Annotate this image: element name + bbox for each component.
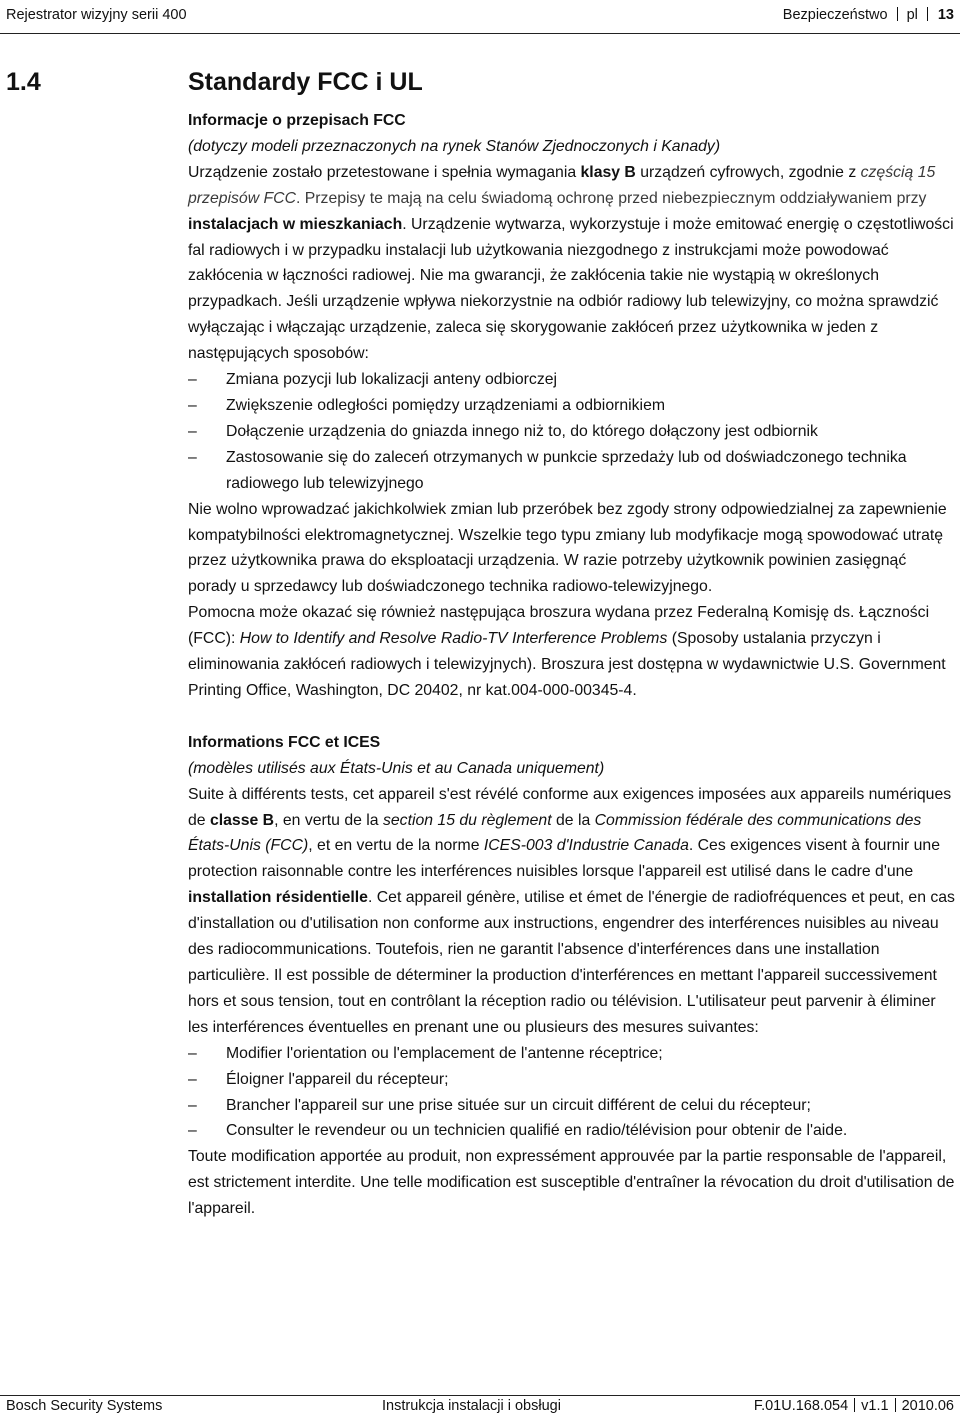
fr-subtitle: (modèles utilisés aux États-Unis et au Canada uniquement)	[188, 759, 605, 777]
list-item: – Modifier l'orientation ou l'emplacement de l'antenne réceptrice;	[188, 1041, 956, 1067]
pl-heading: Informacje o przepisach FCC	[188, 112, 406, 129]
section-title-text: Standardy FCC i UL	[188, 68, 423, 96]
pl-subtitle: (dotyczy modeli przeznaczonych na rynek Stanów Zjednoczonych i Kanady)	[188, 137, 721, 155]
list-dash: –	[188, 1122, 197, 1140]
fr-paragraph-1: Suite à différents tests, cet appareil s'est révélé conforme aux exigences imposées aux appareils numériques de classe B, en vertu de la section 15 du règlement de la Commission fédérale des communications des États-Unis (FCC), et en vertu de la norme ICES-003 d'Industrie Canada. Ces exigences visent à fournir une protection raisonnable contre les interférences nuisibles lorsque l'appareil est utilisé dans le cadre d'une installation résidentielle. Cet appareil génère, utilise et émet de l'énergie de radiofréquences et peut, en cas d'installation ou d'utilisation non conforme aux instructions, engendrer des interférences nuisibles au niveau des radiocommunications. Toutefois, rien ne garantit l'absence d'interférences dans une installation particulière. Il est possible de déterminer la production d'interférences en mettant l'appareil successivement hors et sous tension, tout en contrôlant la réception radio ou télévision. L'utilisateur peut parvenir à éliminer les interférences éventuelles en prenant une ou plusieurs des mesures suivantes:	[188, 785, 955, 1036]
footer-doc-info	[754, 1398, 954, 1414]
list-item: – Brancher l'appareil sur une prise située sur un circuit différent de celui du récepteur;	[188, 1093, 956, 1119]
header-divider	[927, 7, 928, 21]
header-document-title: Rejestrator wizyjny serii 400	[6, 7, 187, 23]
header-divider	[897, 7, 898, 21]
header-language: pl	[906, 7, 918, 23]
footer-company: Bosch Security Systems	[6, 1398, 163, 1414]
list-item: – Dołączenie urządzenia do gniazda innego niż to, do którego dołączony jest odbiornik	[188, 419, 956, 445]
fr-measures-list	[188, 1041, 956, 1145]
pl-measures-list	[188, 367, 956, 497]
list-dash: –	[188, 448, 197, 466]
pl-paragraph-2: Nie wolno wprowadzać jakichkolwiek zmian lub przeróbek bez zgody strony odpowiedzialnej za zapewnienie kompatybilności elektromagnetycznej. Wszelkie tego typu zmiany lub modyfikacje mogą spowodować utratę przez użytkownika prawa do eksploatacji urządzenia. W razie potrzeby użytkownik powinien zasięgnąć porady u sprzedawcy lub doświadczonego technika radiowo-telewizyjnego.	[188, 500, 947, 596]
list-item: – Éloigner l'appareil du récepteur;	[188, 1067, 956, 1093]
footer-rule	[0, 1395, 960, 1396]
list-dash: –	[188, 1044, 197, 1062]
list-dash: –	[188, 422, 197, 440]
footer-manual-title: Instrukcja instalacji i obsługi	[382, 1398, 561, 1414]
footer-divider	[895, 1398, 896, 1412]
page-footer	[6, 1398, 954, 1416]
footer-date: 2010.06	[901, 1398, 954, 1414]
list-dash: –	[188, 371, 197, 389]
header-section-name: Bezpieczeństwo	[782, 7, 888, 23]
list-item: – Zmiana pozycji lub lokalizacji anteny odbiorczej	[188, 367, 956, 393]
list-dash: –	[188, 1070, 197, 1088]
header-right	[783, 7, 954, 23]
section-title	[6, 65, 956, 99]
section-gap	[188, 704, 956, 730]
section-number: 1.4	[6, 68, 41, 96]
footer-version: v1.1	[861, 1398, 889, 1414]
fr-paragraph-2: Toute modification apportée au produit, non expressément approuvée par la partie responsable de l'appareil, est strictement interdite. Une telle modification est susceptible d'entraîner la révocation du droit d'utilisation de l'appareil.	[188, 1148, 955, 1218]
footer-divider	[854, 1398, 855, 1412]
fr-heading: Informations FCC et ICES	[188, 733, 381, 751]
list-item: – Consulter le revendeur ou un technicien qualifié en radio/télévision pour obtenir de l'aide.	[188, 1118, 956, 1144]
list-dash: –	[188, 1096, 197, 1114]
page-number: 13	[937, 7, 954, 23]
pl-paragraph-1: Urządzenie zostało przetestowane i spełnia wymagania klasy B urządzeń cyfrowych, zgodnie z częścią 15 przepisów FCC. Przepisy te mają na celu świadomą ochronę przed niebezpiecznym oddziaływaniem przy instalacjach w mieszkaniach. Urządzenie wytwarza, wykorzystuje i może emitować energię o częstotliwości fal radiowych i w przypadku instalacji lub użytkowania niezgodnego z instrukcjami może powodować zakłócenia w łączności radiowej. Nie ma gwarancji, że zakłócenia takie nie wystąpią w określonych przypadkach. Jeśli urządzenie wpływa niekorzystnie na odbiór radiowy lub telewizyjny, co można sprawdzić wyłączając i włączając urządzenie, zaleca się skorygowanie zakłóceń przez użytkownika w jeden z następujących sposobów:	[188, 163, 954, 363]
list-item: – Zwiększenie odległości pomiędzy urządzeniami a odbiornikiem	[188, 393, 956, 419]
pl-paragraph-3: Pomocna może okazać się również następująca broszura wydana przez Federalną Komisję ds. Łączności (FCC): How to Identify and Resolve Radio-TV Interference Problems (Sposoby ustalania przyczyn i eliminowania zakłóceń radiowych i telewizyjnych). Broszura jest dostępna w wydawnictwie U.S. Government Printing Office, Washington, DC 20402, nr kat.004-000-00345-4.	[188, 604, 946, 699]
page-header	[6, 7, 954, 27]
list-dash: –	[188, 396, 197, 414]
page-content	[188, 108, 956, 1222]
footer-doc-number: F.01U.168.054	[753, 1398, 849, 1414]
list-item: – Zastosowanie się do zaleceń otrzymanych w punkcie sprzedaży lub od doświadczonego technika radiowego lub telewizyjnego	[188, 445, 956, 497]
header-rule	[0, 33, 960, 34]
